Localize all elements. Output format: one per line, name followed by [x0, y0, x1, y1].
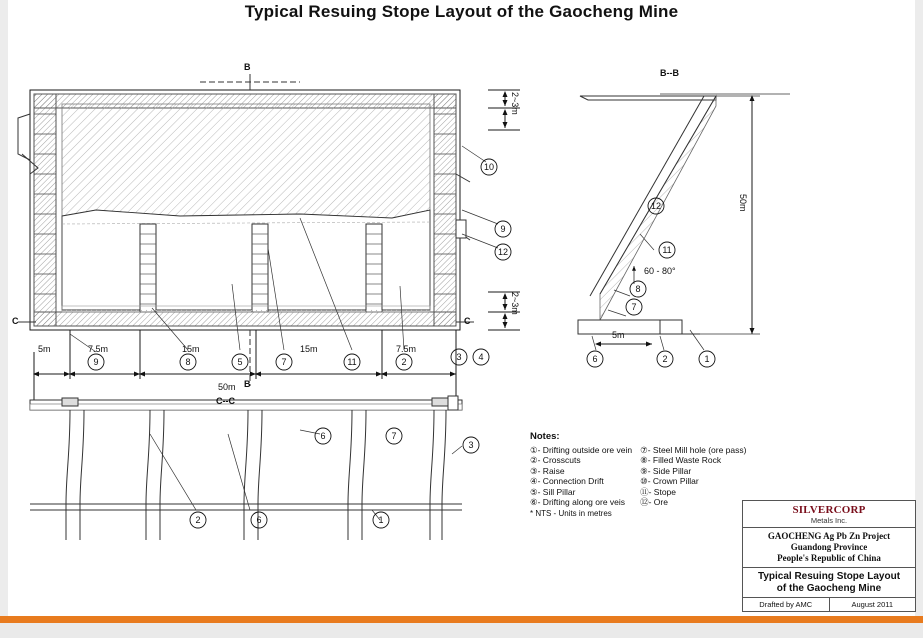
dim-15m-right: 15m [300, 344, 318, 354]
section-label-cc: C--C [216, 396, 235, 406]
angle-label: 60 - 80° [644, 266, 676, 276]
svg-text:7: 7 [631, 302, 637, 312]
svg-text:2: 2 [662, 354, 668, 364]
section-label-b-top: B [244, 62, 251, 72]
drawing-date: August 2011 [851, 600, 894, 609]
svg-text:2: 2 [195, 515, 201, 525]
title-block-drawing-title [743, 568, 915, 598]
svg-text:4: 4 [478, 352, 484, 362]
title-block [742, 500, 916, 612]
project-line: GAOCHENG Ag Pb Zn Project [767, 531, 891, 541]
dim-2-3m-bottom: 2~3m [510, 292, 520, 315]
notes-left-column [530, 445, 632, 508]
title-block-project [743, 528, 915, 568]
dim-5m-section: 5m [612, 330, 625, 340]
note-item: ⑦- Steel Mill hole (ore pass) [640, 444, 747, 455]
project-line: People's Republic of China [777, 553, 881, 563]
note-item: ⑤- Sill Pillar [530, 486, 576, 497]
note-item: ⑧- Filled Waste Rock [640, 455, 722, 465]
svg-text:12: 12 [650, 201, 662, 211]
page-title: Typical Resuing Stope Layout of the Gaocheng Mine [244, 2, 679, 21]
svg-text:8: 8 [635, 284, 641, 294]
svg-text:12: 12 [497, 247, 509, 257]
note-item: ⑥- Drifting along ore veis [530, 497, 626, 507]
section-label-b-bottom: B [244, 379, 251, 389]
svg-text:11: 11 [662, 245, 672, 255]
notes-heading: Notes: [530, 431, 560, 442]
note-item: ②- Crosscuts [530, 455, 581, 465]
section-label-c-left: C [12, 316, 19, 326]
section-label-bb: B--B [660, 68, 679, 78]
dim-2-3m-top: 2~3m [510, 92, 520, 115]
svg-text:1: 1 [378, 515, 384, 525]
drawing-canvas [0, 34, 923, 609]
svg-text:1: 1 [704, 354, 710, 364]
svg-text:11: 11 [347, 357, 357, 367]
svg-text:2: 2 [401, 357, 407, 367]
note-item: ⑪- Stope [640, 486, 677, 497]
dim-7-5m-right: 7.5m [396, 344, 417, 354]
note-item: ③- Raise [530, 465, 565, 476]
drawing-title-line: of the Gaocheng Mine [776, 582, 882, 594]
title-block-meta [743, 598, 915, 611]
note-item: ⑩- Crown Pillar [640, 476, 699, 486]
title-block-logo [743, 501, 915, 528]
notes-footnote: * NTS - Units in metres [530, 508, 612, 518]
svg-text:6: 6 [256, 515, 262, 525]
notes-right-column [640, 445, 746, 508]
svg-text:10: 10 [483, 162, 495, 172]
section-label-c-right: C [464, 316, 471, 326]
note-item: ⑨- Side Pillar [640, 465, 692, 476]
drawing-title-line: Typical Resuing Stope Layout [757, 571, 901, 582]
note-item: ④- Connection Drift [530, 476, 604, 486]
silvercorp-logo-text: SILVERCORP [792, 504, 866, 516]
dim-5m: 5m [38, 344, 51, 354]
svg-text:7: 7 [281, 357, 287, 367]
project-line: Guandong Province [790, 542, 868, 552]
notes-block [530, 432, 745, 519]
dim-15m-left: 15m [182, 344, 200, 354]
svg-text:9: 9 [500, 224, 506, 234]
drafted-by: Drafted by AMC [743, 598, 830, 611]
svg-text:7: 7 [391, 431, 397, 441]
note-item: ⑫- Ore [640, 497, 668, 507]
svg-text:3: 3 [468, 440, 474, 450]
svg-text:9: 9 [93, 357, 99, 367]
svg-text:5: 5 [237, 357, 243, 367]
accent-stripe [0, 616, 923, 623]
footer-bar [0, 616, 923, 638]
svg-text:6: 6 [592, 354, 598, 364]
svg-text:8: 8 [185, 357, 191, 367]
svg-text:3: 3 [456, 352, 462, 362]
dim-50m-total: 50m [218, 382, 236, 392]
silvercorp-logo-sub: Metals Inc. [810, 516, 848, 525]
dim-50m-height: 50m [738, 194, 748, 212]
svg-text:6: 6 [320, 431, 326, 441]
note-item: ①- Drifting outside ore vein [530, 444, 633, 455]
dim-7-5m-left: 7.5m [88, 344, 109, 354]
